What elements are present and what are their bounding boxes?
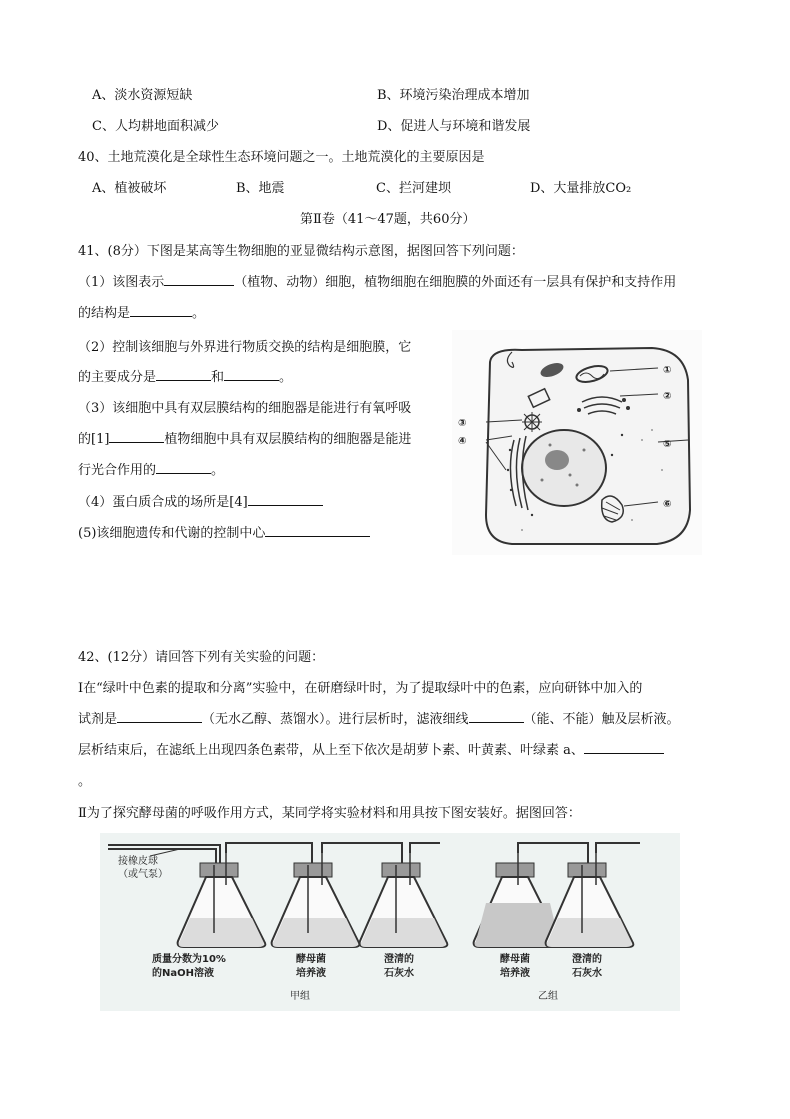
flask1-label-1: 质量分数为10%	[152, 954, 226, 965]
flask2-label-2: 培养液	[296, 968, 326, 979]
q41-part5	[78, 522, 370, 541]
q41-part4-text: （4）蛋白质合成的场所是[4]	[78, 495, 248, 510]
answer-blank[interactable]	[130, 302, 192, 317]
q41-part1-text-a: （1）该图表示	[78, 275, 165, 290]
q41-part2-line1: （2）控制该细胞与外界进行物质交换的结构是细胞膜，它	[78, 340, 412, 355]
q39-option-c: C、人均耕地面积减少	[92, 119, 219, 134]
answer-blank[interactable]	[164, 271, 234, 286]
answer-blank[interactable]	[156, 366, 211, 381]
q42-part1-line3	[78, 739, 664, 758]
section-title: 第Ⅱ卷（41～47题，共60分）	[300, 212, 476, 227]
q41-part3-line3	[78, 459, 224, 478]
q39-option-b: B、环境污染治理成本增加	[377, 88, 530, 103]
flask1-label-2: 的NaOH溶液	[152, 968, 214, 979]
q42-part1-text-c: （能、不能）触及层析液。	[523, 712, 680, 727]
figure-label-5: ⑤	[663, 439, 672, 450]
q42-part1-text-a: 试剂是	[78, 712, 118, 727]
flask4-label-2: 培养液	[500, 968, 530, 979]
flask2-label-1: 酵母菌	[296, 954, 326, 965]
q40-option-c: C、拦河建坝	[376, 181, 451, 196]
flask5-label-2: 石灰水	[572, 968, 602, 979]
q41-part4	[78, 491, 323, 510]
answer-blank[interactable]	[109, 428, 164, 443]
q41-part2-text-b: 的主要成分是	[78, 370, 157, 385]
q42-part1-line1: Ⅰ在“绿叶中色素的提取和分离”实验中，在研磨绿叶时，为了提取绿叶中的色素，应向研钵中加入的	[78, 681, 643, 696]
answer-blank[interactable]	[265, 522, 370, 537]
q41-part3-text-d: 行光合作用的	[78, 463, 157, 478]
q41-part1-line2	[78, 302, 205, 321]
nucleolus-shape	[545, 450, 569, 470]
q42-part1-text-b: （无水乙醇、蒸馏水）。进行层析时，滤液细线	[202, 712, 469, 727]
q42-part1-end: 。	[78, 774, 92, 789]
q42-part1-text-d: 层析结束后，在滤纸上出现四条色素带，从上至下依次是胡萝卜素、叶黄素、叶绿素 a、	[78, 743, 584, 758]
answer-blank[interactable]	[469, 708, 524, 723]
figure-label-4: ④	[458, 436, 467, 447]
q42-part1-line2	[78, 708, 680, 727]
answer-blank[interactable]	[156, 459, 211, 474]
q41-part1-text-d: 。	[192, 306, 206, 321]
q39-option-d: D、促进人与环境和谐发展	[377, 119, 531, 134]
q41-part1-line1	[78, 271, 676, 290]
figure-label-1: ①	[663, 365, 672, 376]
group-a-label: 甲组	[290, 991, 310, 1002]
figure-label-2: ②	[663, 391, 672, 402]
q41-part2-line2	[78, 366, 292, 385]
flask5-label-1: 澄清的	[572, 954, 602, 965]
figure-label-6: ⑥	[663, 499, 672, 510]
pump-label-2: （或气泵）	[118, 869, 168, 880]
answer-blank[interactable]	[248, 491, 323, 506]
group-b-label: 乙组	[538, 991, 558, 1002]
q40-stem: 40、土地荒漠化是全球性生态环境问题之一。土地荒漠化的主要原因是	[78, 150, 485, 165]
q41-part3-text-c: 植物细胞中具有双层膜结构的细胞器是能进	[164, 432, 412, 447]
q40-option-a: A、植被破坏	[92, 181, 167, 196]
q41-part3-line1: （3）该细胞中具有双层膜结构的细胞器是能进行有氧呼吸	[78, 401, 412, 416]
flask3-label-2: 石灰水	[384, 968, 414, 979]
q41-part2-text-d: 。	[279, 370, 293, 385]
flask3-label-1: 澄清的	[384, 954, 414, 965]
q41-part2-text-c: 和	[211, 370, 225, 385]
q41-part1-text-b: （植物、动物）细胞，植物细胞在细胞膜的外面还有一层具有保护和支持作用	[234, 275, 677, 290]
q41-part3-text-b: 的[1]	[78, 432, 110, 447]
q41-part3-line2	[78, 428, 411, 447]
q39-option-a: A、淡水资源短缺	[92, 88, 193, 103]
q40-option-d: D、大量排放CO₂	[530, 181, 632, 196]
q42-part2-stem: Ⅱ为了探究酵母菌的呼吸作用方式，某同学将实验材料和用具按下图安装好。据图回答：	[78, 806, 581, 821]
answer-blank[interactable]	[224, 366, 279, 381]
q41-part3-text-e: 。	[211, 463, 225, 478]
yeast-experiment-diagram	[100, 833, 680, 1011]
cell-diagram	[452, 330, 702, 555]
pump-label-1: 接橡皮球	[118, 856, 158, 867]
q41-stem: 41、(8分）下图是某高等生物细胞的亚显微结构示意图，据图回答下列问题：	[78, 244, 524, 259]
answer-blank[interactable]	[584, 739, 664, 754]
q40-option-b: B、地震	[236, 181, 285, 196]
q41-part1-text-c: 的结构是	[78, 306, 131, 321]
figure-label-3: ③	[458, 418, 467, 429]
answer-blank[interactable]	[117, 708, 202, 723]
q41-part5-text: (5)该细胞遗传和代谢的控制中心	[78, 526, 266, 541]
q42-stem: 42、(12分）请回答下列有关实验的问题：	[78, 650, 325, 665]
flask4-label-1: 酵母菌	[500, 954, 530, 965]
